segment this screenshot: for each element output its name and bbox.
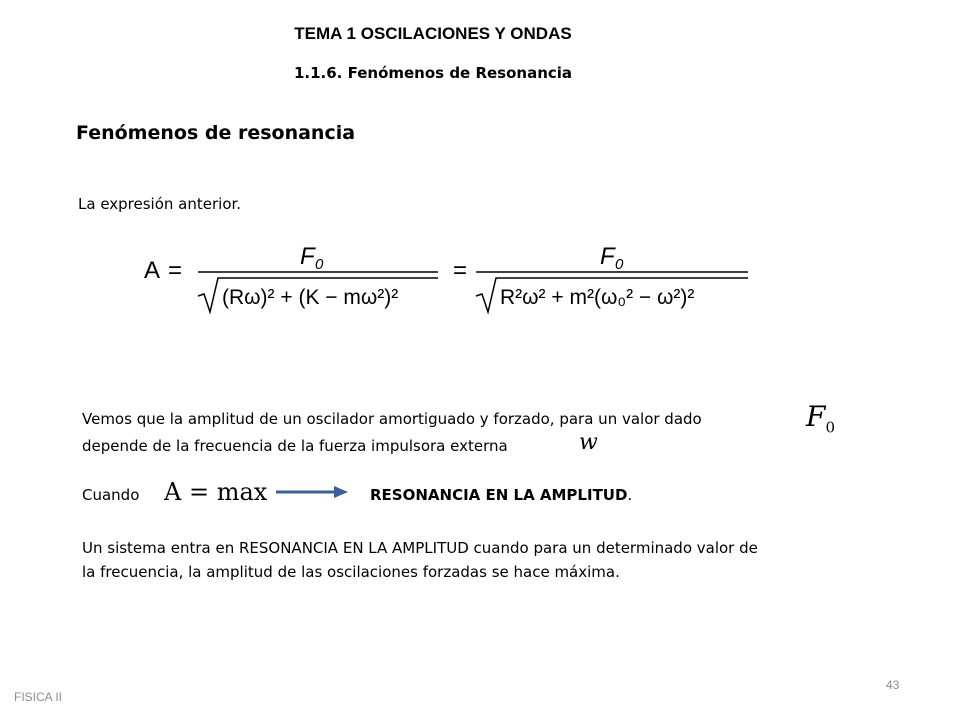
resonance-label xyxy=(370,486,632,504)
denominator-2: R²ω² + m²(ω₀² − ω²)² xyxy=(500,286,695,309)
numerator-1: F xyxy=(300,243,315,270)
definition-line-1: Un sistema entra en RESONANCIA EN LA AMPLITUD cuando para un determinado valor de xyxy=(82,539,758,557)
right-arrow-icon xyxy=(276,484,350,500)
resonance-label-text: RESONANCIA EN LA AMPLITUD xyxy=(370,486,628,504)
amplitude-max-formula: A = max xyxy=(164,478,268,506)
numerator-1-sub: 0 xyxy=(315,256,324,273)
numerator-2: F xyxy=(600,243,615,270)
intro-text: La expresión anterior. xyxy=(78,195,242,213)
denominator-1: (Rω)² + (K − mω²)² xyxy=(222,286,399,309)
formula-lhs: A xyxy=(144,257,161,284)
symbol-f0 xyxy=(806,400,835,437)
definition-line-2: la frecuencia, la amplitud de las oscilaciones forzadas se hace máxima. xyxy=(82,563,620,581)
symbol-w: w xyxy=(579,430,598,455)
symbol-f0-base: F xyxy=(806,400,826,433)
page-number: 43 xyxy=(886,678,900,692)
equals-sign-2: = xyxy=(453,257,468,284)
course-footer: FISICA II xyxy=(14,690,63,704)
section-heading: Fenómenos de resonancia xyxy=(76,122,356,144)
slide-subtitle: 1.1.6. Fenómenos de Resonancia xyxy=(293,64,573,82)
slide-title: TEMA 1 OSCILACIONES Y ONDAS xyxy=(294,24,572,43)
amplitude-formula xyxy=(140,238,760,318)
numerator-2-sub: 0 xyxy=(615,256,624,273)
amplitude-line-2: depende de la frecuencia de la fuerza impulsora externa xyxy=(82,437,508,455)
amplitude-formula-graphic xyxy=(140,238,760,318)
symbol-f0-sub: 0 xyxy=(825,418,835,437)
amplitude-line-1: Vemos que la amplitud de un oscilador amortiguado y forzado, para un valor dado xyxy=(82,410,702,428)
equals-sign-1: = xyxy=(168,257,183,284)
resonance-label-dot: . xyxy=(627,486,633,504)
cuando-label: Cuando xyxy=(82,486,140,504)
